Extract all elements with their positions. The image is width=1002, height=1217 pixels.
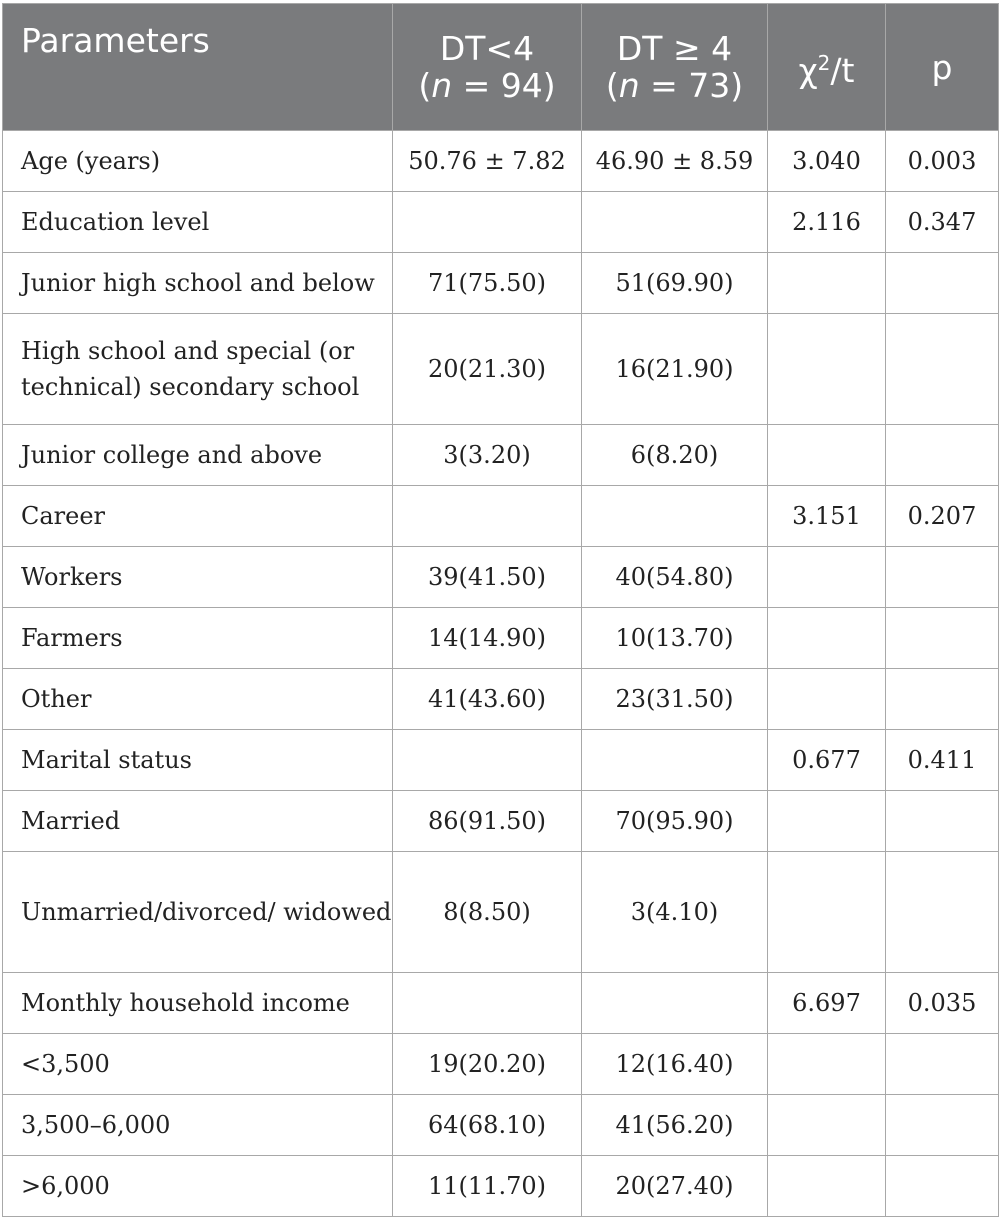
table-header — [3, 4, 999, 131]
row-label: Married — [3, 791, 393, 852]
cell-statistic: 3.151 — [768, 486, 886, 547]
cell-p-value — [886, 1156, 999, 1217]
cell-dt-ge-4 — [582, 973, 768, 1034]
cell-p-value — [886, 425, 999, 486]
cell-dt-less-4: 3(3.20) — [393, 425, 582, 486]
table-row — [3, 791, 999, 852]
cell-p-value: 0.035 — [886, 973, 999, 1034]
row-label: Monthly household income — [3, 973, 393, 1034]
cell-statistic: 0.677 — [768, 730, 886, 791]
cell-dt-ge-4 — [582, 730, 768, 791]
cell-dt-ge-4: 51(69.90) — [582, 253, 768, 314]
cell-dt-ge-4: 23(31.50) — [582, 669, 768, 730]
cell-dt-less-4: 64(68.10) — [393, 1095, 582, 1156]
row-label: Other — [3, 669, 393, 730]
row-label: <3,500 — [3, 1034, 393, 1095]
row-label: Education level — [3, 192, 393, 253]
header-dt-less-4-n: = 94) — [452, 66, 556, 105]
cell-dt-ge-4: 41(56.20) — [582, 1095, 768, 1156]
table-row — [3, 131, 999, 192]
row-label: Unmarried/divorced/ widowed — [3, 852, 393, 973]
header-parameters: Parameters — [3, 4, 393, 131]
header-chi-suffix: /t — [830, 51, 855, 90]
table-row — [3, 547, 999, 608]
header-dt-ge-4-n: = 73) — [639, 66, 744, 105]
cell-dt-ge-4: 20(27.40) — [582, 1156, 768, 1217]
header-chi-symbol: χ — [798, 51, 818, 90]
table-row — [3, 486, 999, 547]
cell-dt-ge-4: 12(16.40) — [582, 1034, 768, 1095]
cell-p-value — [886, 669, 999, 730]
cell-p-value — [886, 1095, 999, 1156]
cell-dt-less-4: 14(14.90) — [393, 608, 582, 669]
cell-statistic — [768, 1095, 886, 1156]
cell-dt-ge-4: 6(8.20) — [582, 425, 768, 486]
header-dt-ge-4-label: DT ≥ 4 — [616, 29, 733, 68]
row-label: Workers — [3, 547, 393, 608]
header-n-symbol: n — [618, 66, 640, 105]
header-dt-ge-4: DT ≥ 4 (n = 73) — [582, 4, 768, 131]
header-chi-superscript: 2 — [817, 51, 831, 75]
cell-statistic: 3.040 — [768, 131, 886, 192]
cell-dt-less-4 — [393, 973, 582, 1034]
cell-statistic — [768, 608, 886, 669]
table-row — [3, 608, 999, 669]
cell-p-value: 0.411 — [886, 730, 999, 791]
row-label: High school and special (or technical) secondary school — [3, 314, 393, 425]
table-row — [3, 425, 999, 486]
cell-statistic — [768, 852, 886, 973]
cell-p-value — [886, 852, 999, 973]
cell-p-value — [886, 608, 999, 669]
header-n-symbol: n — [431, 66, 453, 105]
cell-p-value — [886, 314, 999, 425]
header-p-value: p — [886, 4, 999, 131]
cell-dt-less-4: 8(8.50) — [393, 852, 582, 973]
data-table — [2, 3, 999, 1217]
cell-dt-less-4 — [393, 486, 582, 547]
cell-dt-less-4: 86(91.50) — [393, 791, 582, 852]
row-label: Junior college and above — [3, 425, 393, 486]
header-dt-less-4-label: DT<4 — [439, 29, 535, 68]
cell-dt-ge-4 — [582, 486, 768, 547]
cell-dt-less-4: 50.76 ± 7.82 — [393, 131, 582, 192]
table-row — [3, 669, 999, 730]
cell-dt-less-4: 39(41.50) — [393, 547, 582, 608]
cell-p-value — [886, 547, 999, 608]
header-chi-square-t — [768, 4, 886, 131]
table-row — [3, 730, 999, 791]
cell-p-value — [886, 791, 999, 852]
cell-dt-less-4 — [393, 192, 582, 253]
cell-statistic — [768, 253, 886, 314]
table-row — [3, 973, 999, 1034]
cell-dt-less-4 — [393, 730, 582, 791]
cell-dt-ge-4: 10(13.70) — [582, 608, 768, 669]
cell-statistic — [768, 669, 886, 730]
row-label: >6,000 — [3, 1156, 393, 1217]
cell-p-value — [886, 253, 999, 314]
cell-statistic — [768, 1156, 886, 1217]
cell-statistic — [768, 791, 886, 852]
cell-statistic — [768, 425, 886, 486]
cell-statistic — [768, 1034, 886, 1095]
cell-dt-ge-4: 70(95.90) — [582, 791, 768, 852]
table-row — [3, 1034, 999, 1095]
row-label: Career — [3, 486, 393, 547]
table-body — [3, 131, 999, 1217]
header-dt-less-4: DT<4 (n = 94) — [393, 4, 582, 131]
cell-dt-less-4: 41(43.60) — [393, 669, 582, 730]
cell-dt-ge-4: 40(54.80) — [582, 547, 768, 608]
cell-dt-less-4: 71(75.50) — [393, 253, 582, 314]
cell-dt-ge-4: 3(4.10) — [582, 852, 768, 973]
table-row — [3, 192, 999, 253]
cell-p-value — [886, 1034, 999, 1095]
row-label: Marital status — [3, 730, 393, 791]
table-row — [3, 1095, 999, 1156]
cell-p-value: 0.003 — [886, 131, 999, 192]
cell-statistic: 6.697 — [768, 973, 886, 1034]
cell-dt-ge-4: 46.90 ± 8.59 — [582, 131, 768, 192]
cell-dt-less-4: 11(11.70) — [393, 1156, 582, 1217]
table-row — [3, 314, 999, 425]
row-label: Farmers — [3, 608, 393, 669]
cell-dt-ge-4 — [582, 192, 768, 253]
cell-statistic: 2.116 — [768, 192, 886, 253]
table-row — [3, 852, 999, 973]
cell-statistic — [768, 314, 886, 425]
row-label: Age (years) — [3, 131, 393, 192]
cell-statistic — [768, 547, 886, 608]
cell-dt-less-4: 20(21.30) — [393, 314, 582, 425]
row-label: Junior high school and below — [3, 253, 393, 314]
cell-p-value: 0.347 — [886, 192, 999, 253]
row-label: 3,500–6,000 — [3, 1095, 393, 1156]
cell-p-value: 0.207 — [886, 486, 999, 547]
table-row — [3, 253, 999, 314]
cell-dt-ge-4: 16(21.90) — [582, 314, 768, 425]
cell-dt-less-4: 19(20.20) — [393, 1034, 582, 1095]
table-row — [3, 1156, 999, 1217]
